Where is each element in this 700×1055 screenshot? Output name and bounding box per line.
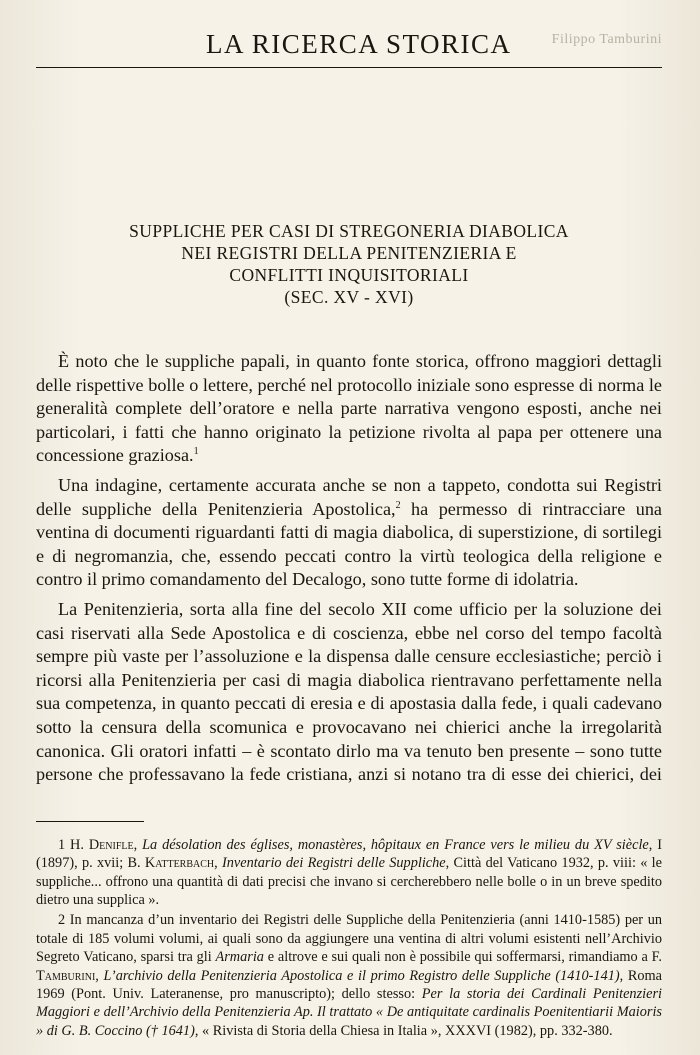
paragraph-3 [36,598,662,787]
paragraph-2-text-b: ha permesso di rintracciare una ventina di documenti riguardanti fatti di magia diabolica, di superstizione, di sortilegi e di negromanzia, che, essendo peccati contro la virtù teologica della religione e contro il primo comandamento del Decalogo, sono tutte forme di idolatria. [36,498,662,590]
footnote-2-title: L’archivio della Penitenzieria Apostolica e il primo Registro delle Suppliche (1410-141) [103,967,620,984]
footnote-2-text-d: , « Rivista di Storia della Chiesa in Italia », XXXVI (1982), pp. 332-380. [194,1022,613,1039]
paragraph-3-text: La Penitenzieria, sorta alla fine del secolo XII come ufficio per la soluzione dei casi riservati alla Sede Apostolica e di coscienza, ebbe nel corso del tempo facoltà sempre più vaste per l’assoluzione e la dispensa dalle censure ecclesiastiche; perciò i ricorsi alla Penitenzieria per casi di magia diabolica rientravano perfettamente nella sua competenza, in quanto peccati di eresia e di apostasia dalla fede, i quali cadevano sotto la censura della scomunica e provocavano nei chierici anche la irregolarità canonica. Gli oratori infatti – è scontato dirlo ma va tenuto ben presente – sono tutte persone che professavano la fede cristiana, anzi si notano tra di esse dei chierici, dei [36,598,662,785]
header-rule [36,67,662,68]
footnote-2-text-b: e altrove e sui quali non è possibile qui soffermarsi, rimandiamo a F. [263,949,662,966]
title-line-3: CONFLITTI INQUISITORIALI [229,265,469,285]
footnote-ref-1: 1 [193,446,199,458]
title-line-4: (SEC. XV - XVI) [284,287,414,307]
footnote-2-title-2: Per la storia dei Cardinali Penitenzieri Maggiori e dell’Archivio della Penitenzieria Ap. Il trattato « De antiquitate cardinalis Poenitentiarii Maioris » di G. B. Coccino († 1641) [36,985,662,1039]
footnote-2-number: 2 [58,912,66,929]
footnote-2-armaria: Armaria [215,949,264,966]
article-title [36,220,662,308]
footnote-2-text-c: , Roma 1969 (Pont. Univ. Lateranense, pro manuscripto); dello stesso: [36,967,662,1002]
footnote-1-rest-2: , Città del Vaticano 1932, p. viii: « le suppliche... offrono una quantità di dati precisi che invano si cercherebbero nelle bolle o in un breve spedito dietro una supplica ». [36,855,662,908]
footnote-2-text-a: In mancanza d’un inventario dei Registri delle Suppliche della Penitenzieria (anni 1410-1585) per un totale di 185 volumi volumi, ai quali sono da aggiungere una ventina di altri volumi esistenti nell’Archivio Segreto Vaticano, sparsi tra gli [36,912,663,966]
paragraph-2 [36,474,662,592]
footnotes [36,836,662,1040]
page-header [36,24,662,70]
footnote-1-author: H. Denifle, [70,836,138,853]
footnote-2-author: Tamburini, [36,967,99,984]
body-text [36,350,662,787]
footnote-rule [36,821,144,822]
running-head: LA RICERCA STORICA [206,29,512,59]
footnote-1-title-2: Inventario dei Registri delle Suppliche [222,855,446,872]
paragraph-1 [36,350,662,468]
footnote-1 [36,836,662,910]
footnote-1-title: La désolation des églises, monastères, hôpitaux en France vers le milieu du XV siècle [142,836,649,853]
footnote-1-rest: , I (1897), p. xvii; B. [36,836,662,872]
footnote-1-number: 1 [58,836,66,853]
footnote-1-author-2: Katterbach, [144,855,218,872]
title-line-1: SUPPLICHE PER CASI DI STREGONERIA DIABOLICA [129,221,569,241]
paragraph-1-text: È noto che le suppliche papali, in quanto fonte storica, offrono maggiori dettagli delle rispettive bolle o lettere, perché nel protocollo iniziale sono espresse di norma le generalità complete dell’oratore e nella parte narrativa vengono esposti, anche nei particolari, i fatti che hanno originato la petizione rivolta al papa per ottenere una concessione graziosa. [36,351,662,466]
paragraph-2-text-a: Una indagine, certamente accurata anche se non a tappeto, condotta sui Registri delle suppliche della Penitenzieria Apostolica, [36,474,662,519]
footnote-2 [36,911,662,1040]
title-line-2: NEI REGISTRI DELLA PENITENZIERIA E [181,243,517,263]
footnote-ref-2: 2 [395,499,401,511]
bleed-through-text: Filippo Tamburini [551,32,662,47]
